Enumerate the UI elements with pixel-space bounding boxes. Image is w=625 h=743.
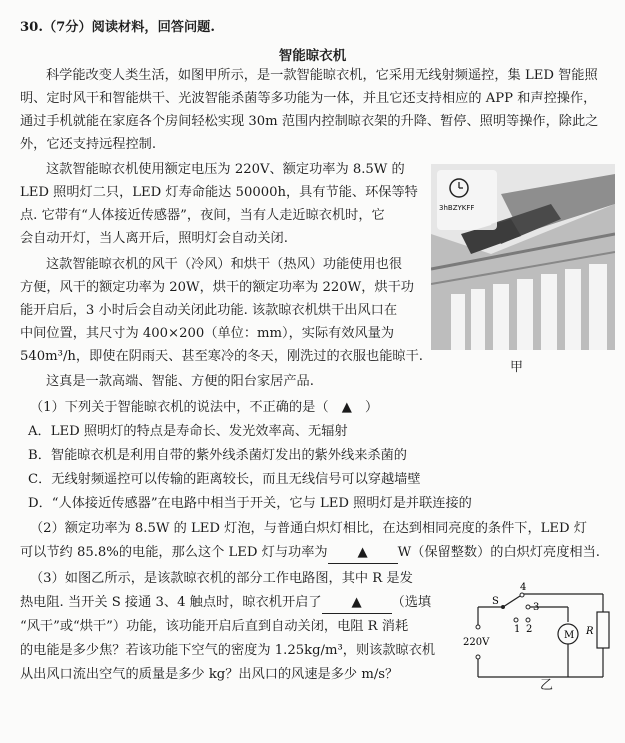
figure-yi-caption: 乙: [540, 678, 554, 693]
option-b: B．智能晾衣机是利用自带的紫外线杀菌灯发出的紫外线来杀菌的: [28, 448, 407, 463]
question-2-line-2: [20, 543, 610, 564]
question-2-text-post: W（保留整数）的白炽灯亮度相当.: [397, 545, 600, 560]
question-header: 30.（7分）阅读材料，回答问题.: [20, 20, 215, 35]
question-3-text: 热电阻. 当开关 S 接通 3、4 触点时，晾衣机开启了: [20, 595, 322, 610]
figure-jia-label: 3hBZYKFF: [439, 204, 475, 212]
passage-line: 这款智能晾衣机的风干（冷风）和烘干（热风）功能使用也很: [46, 257, 403, 272]
passage-line: 方便，风干的额定功率为 20W，烘干的额定功率为 220W，烘干功: [20, 280, 414, 295]
passage-line: 这真是一款高端、智能、方便的阳台家居产品.: [46, 374, 314, 389]
passage-line: 这款智能晾衣机使用额定电压为 220V、额定功率为 8.5W 的: [46, 162, 405, 177]
question-3-tail: （选填: [391, 595, 432, 610]
passage-line: 中间位置，其尺寸为 400×200（单位：mm），实际有效风量为: [20, 326, 395, 341]
passage-line: LED 照明灯二只，LED 灯寿命能达 50000h，具有节能、环保等特: [20, 185, 418, 200]
motor-label: M: [564, 630, 575, 641]
question-1: （1）下列关于智能晾衣机的说法中，不正确的是（ ▲ ）: [30, 400, 379, 415]
question-2-text-pre: 可以节约 85.8%的电能，那么这个 LED 灯与功率为: [20, 545, 328, 560]
figure-yi-circuit: [458, 582, 618, 692]
contact-1-label: 1: [514, 624, 521, 635]
question-3-line-4: 的电能是多少焦？若该功能下空气的密度为 1.25kg/m³，则该款晾衣机: [20, 643, 436, 658]
passage-line: 通过手机就能在家庭各个房间轻松实现 30m 范围内控制晾衣架的升降、暂停、照明等操作，除此之: [20, 114, 599, 129]
option-a: A．LED 照明灯的特点是寿命长、发光效率高、无辐射: [28, 424, 348, 439]
figure-jia-caption: 甲: [510, 360, 524, 375]
figure-jia-photo: [431, 164, 615, 350]
passage-line: 明、定时风干和智能烘干、光波智能杀菌等多功能为一体，并且它还支持相应的 APP 和声控操作，: [20, 91, 597, 106]
passage-line: 能开启后，3 小时后会自动关闭此功能. 该款晾衣机烘干出风口在: [20, 303, 398, 318]
passage-title: 智能晾衣机: [278, 48, 347, 64]
switch-label: S: [492, 596, 499, 607]
question-3-line-2: [20, 593, 460, 614]
passage-line: 点. 它带有“人体接近传感器”，夜间，当有人走近晾衣机时，它: [20, 208, 385, 223]
option-d: D．“人体接近传感器”在电路中相当于开关，它与 LED 照明灯是并联连接的: [28, 496, 472, 511]
option-c: C．无线射频遥控可以传输的距离较长，而且无线信号可以穿越墙壁: [28, 472, 421, 487]
passage-line: 科学能改变人类生活，如图甲所示，是一款智能晾衣机，它采用无线射频遥控，集 LED 智能照: [46, 68, 598, 83]
question-3-line-5: 从出风口流出空气的质量是多少 kg？出风口的风速是多少 m/s？: [20, 667, 399, 682]
question-2-line-1: （2）额定功率为 8.5W 的 LED 灯泡，与普通白炽灯相比，在达到相同亮度的条件下，LED 灯: [30, 521, 587, 536]
resistor-label: R: [586, 626, 594, 637]
passage-line: 会自动开灯，当人离开后，照明灯会自动关闭.: [20, 231, 288, 246]
contact-3-label: 3: [533, 602, 540, 613]
question-3-line-3: “风干”或“烘干”）功能，该功能开启后直到自动关闭，电阻 R 消耗: [20, 619, 409, 634]
answer-blank-q2[interactable]: ▲: [328, 543, 398, 564]
passage-line: 540m³/h，即使在阴雨天、甚至寒冷的冬天，刚洗过的衣服也能晾干.: [20, 349, 423, 364]
answer-blank-q3[interactable]: ▲: [322, 593, 392, 614]
passage-line: 外，它还支持远程控制.: [20, 137, 157, 152]
contact-4-label: 4: [520, 582, 527, 593]
contact-2-label: 2: [526, 624, 533, 635]
question-3-line-1: （3）如图乙所示，是该款晾衣机的部分工作电路图，其中 R 是发: [30, 571, 413, 586]
voltage-label: 220V: [463, 637, 490, 648]
